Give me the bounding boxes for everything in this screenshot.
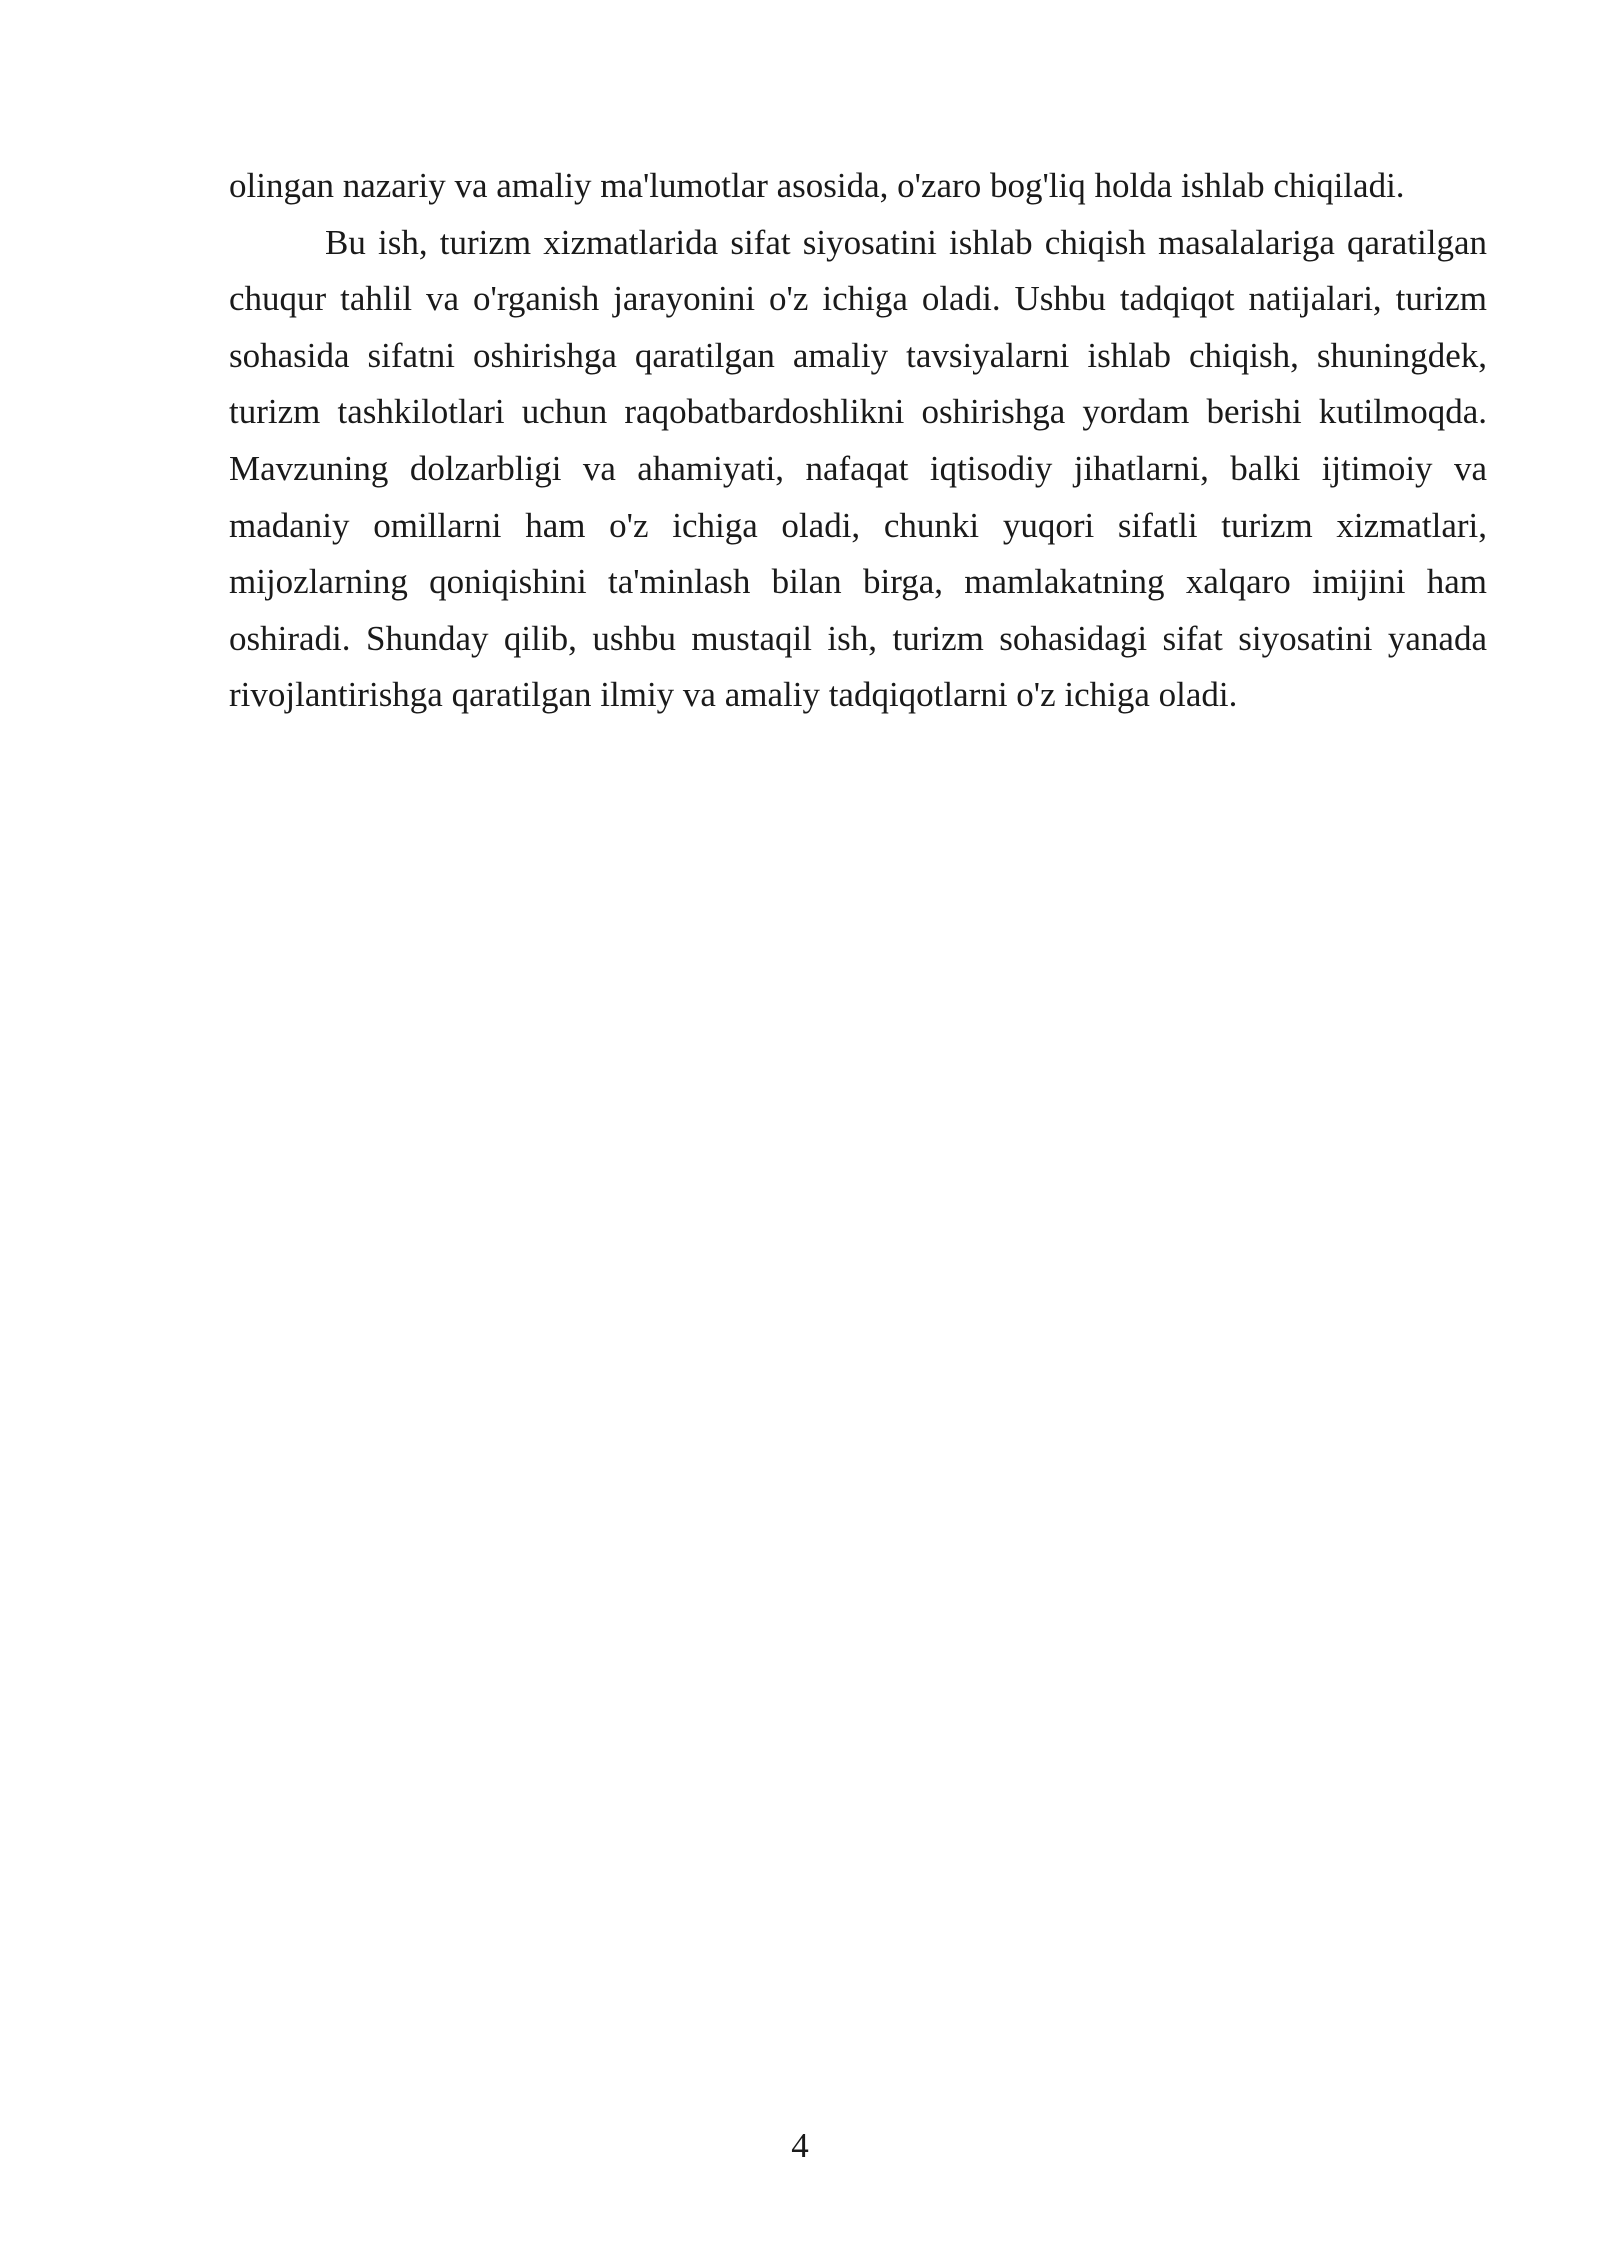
paragraph-continuation: olingan nazariy va amaliy ma'lumotlar asosida, o'zaro bog'liq holda ishlab chiqiladi. bbox=[229, 166, 1405, 205]
body-text bbox=[229, 158, 1487, 724]
paragraph-main: Bu ish, turizm xizmatlarida sifat siyosatini ishlab chiqish masalalariga qaratilgan chuqur tahlil va o'rganish jarayonini o'z ichiga oladi. Ushbu tadqiqot natijalari, turizm sohasida sifatni oshirishga qaratilgan amaliy tavsiyalarni ishlab chiqish, shuningdek, turizm tashkilotlari uchun raqobatbardoshlikni oshirishga yordam berishi kutilmoqda. Mavzuning dolzarbligi va ahamiyati, nafaqat iqtisodiy jihatlarni, balki ijtimoiy va madaniy omillarni ham o'z ichiga oladi, chunki yuqori sifatli turizm xizmatlari, mijozlarning qoniqishini ta'minlash bilan birga, mamlakatning xalqaro imijini ham oshiradi. Shunday qilib, ushbu mustaqil ish, turizm sohasidagi sifat siyosatini yanada rivojlantirishga qaratilgan ilmiy va amaliy tadqiqotlarni o'z ichiga oladi. bbox=[229, 222, 1487, 715]
page-number: 4 bbox=[791, 2126, 809, 2165]
